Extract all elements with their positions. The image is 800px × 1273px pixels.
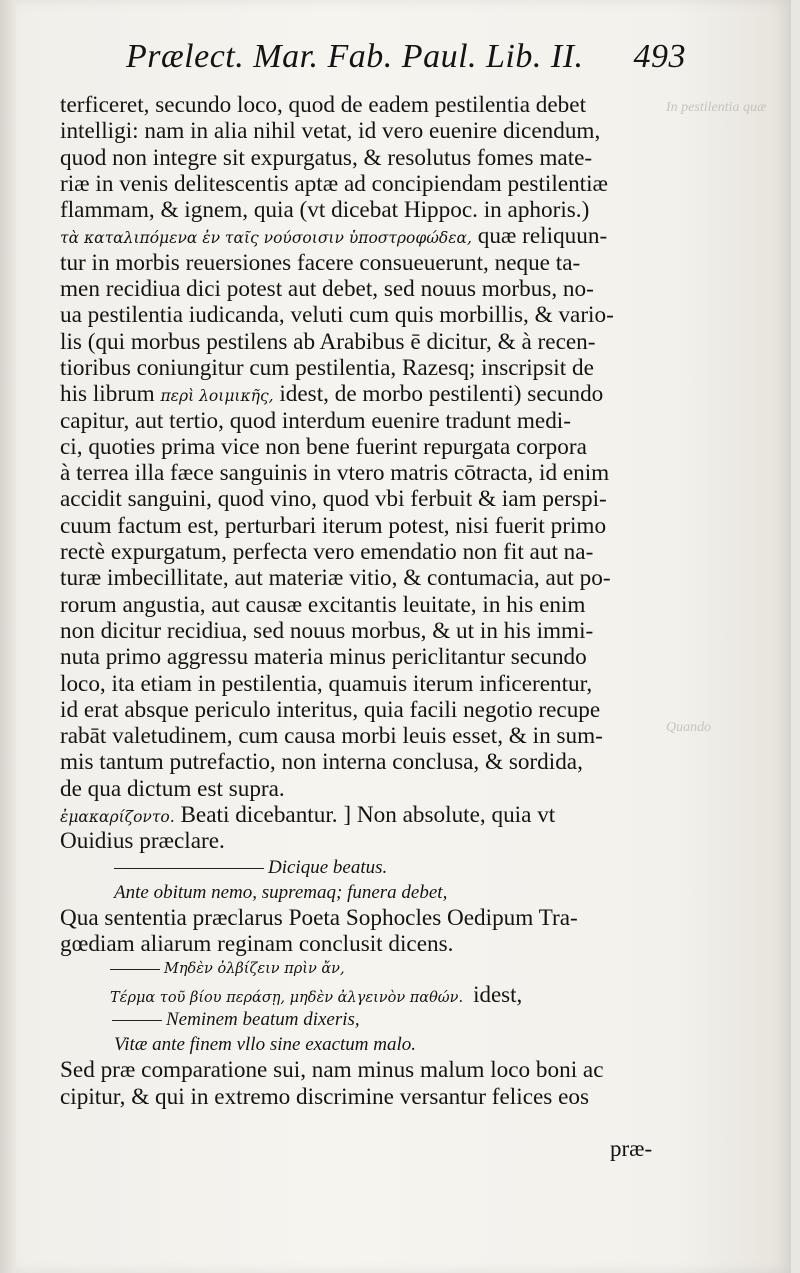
text-line: cipitur, & qui in extremo discrimine versantur felices eos — [60, 1083, 590, 1110]
text-line: à terrea illa fæce sanguinis in vtero matris cōtracta, id enim — [60, 460, 610, 487]
text-line: tur in morbis reuersiones facere consueuerunt, neque ta- — [60, 249, 581, 276]
latin-text: idest, de morbo pestilenti) secundo — [273, 381, 604, 408]
greek-title: περὶ λοιμικῆς, — [160, 387, 274, 406]
text-line: rorum angustia, aut causæ excitantis leuitate, in his enim — [60, 591, 586, 618]
text-line: riæ in venis delitescentis aptæ ad concipiendam pestilentiæ — [60, 170, 609, 197]
text-line: gœdiam aliarum reginam conclusit dicens. — [60, 930, 454, 957]
bleed-through-text: In pestilentia quæ — [666, 100, 767, 115]
running-head-title: Prælect. Mar. Fab. Paul. Lib. II. — [126, 38, 584, 75]
latin-text: quæ reliquun- — [471, 223, 608, 250]
text-line: rectè expurgatum, perfecta vero emendatio non fit aut na- — [60, 539, 594, 566]
verse-text: Neminem beatum dixeris, — [166, 1009, 360, 1031]
greek-verse-line — [60, 982, 676, 1007]
text-line: terficeret, secundo loco, quod de eadem pestilentia debet — [60, 92, 587, 118]
book-gutter — [0, 0, 16, 1273]
text-line: lis (qui morbus pestilens ab Arabibus ē dicitur, & à recen- — [60, 328, 596, 355]
text-line: Ouidius præclare. — [60, 828, 225, 855]
text-line: flammam, & ignem, quia (vt dicebat Hippoc. in aphoris.) — [60, 197, 590, 224]
greek-verse-text: Μηδὲν ὀλβίζειν πρὶν ἄν, — [164, 961, 345, 978]
verse-dash-rule — [112, 1020, 162, 1021]
text-line: turæ imbecillitate, aut materiæ vitio, & contumacia, aut po- — [60, 565, 611, 592]
latin-text: his librum — [60, 381, 161, 408]
text-line: non dicitur recidiua, sed nouus morbus, & ut in his immi- — [60, 617, 594, 644]
text-line: tioribus coniungitur cum pestilentia, Razesq; inscripsit de — [60, 354, 594, 381]
greek-verse-text: Τέρμα τοῦ βίου περάσῃ, μηδὲν ἀλγεινὸν παθών. — [110, 990, 464, 1007]
verse-line — [60, 855, 676, 880]
bleed-through-margin-mid — [666, 720, 776, 736]
lemma-latin: Beati dicebantur. ] Non absolute, quia vt — [174, 802, 556, 829]
verse-line: Vitæ ante finem vllo sine exactum malo. — [114, 1034, 416, 1056]
text-line: Qua sententia præclarus Poeta Sophocles Oedipum Tra- — [60, 904, 578, 931]
greek-quote: τὰ καταλιπόμενα ἐν ταῖς νούσοισιν ὑποστροφώδεα, — [60, 229, 472, 248]
verse-dash-rule — [110, 969, 160, 970]
greek-verse-line — [60, 957, 676, 982]
lemma-line — [60, 802, 676, 828]
text-line: Sed præ comparatione sui, nam minus malum loco boni ac — [60, 1057, 604, 1084]
verse-dash-rule — [114, 868, 264, 869]
lemma-greek: ἐμακαρίζοντο. — [60, 808, 175, 827]
text-line: quod non integre sit expurgatus, & resolutus fomes mate- — [60, 144, 593, 171]
text-line: ci, quoties prima vice non bene fuerint repurgata corpora — [60, 433, 587, 460]
text-line: ua pestilentia iudicanda, veluti cum quis morbillis, & vario- — [60, 302, 614, 329]
text-line: de qua dictum est supra. — [60, 775, 285, 802]
text-line: capitur, aut tertio, quod interdum euenire tradunt medi- — [60, 407, 571, 434]
text-line: id erat absque periculo interitus, quia facili negotio recupe — [60, 696, 601, 723]
page-number: 493 — [633, 38, 686, 75]
catchword: præ- — [610, 1136, 653, 1161]
text-line: cuum factum est, perturbari iterum potest, nisi fuerit primo — [60, 512, 607, 539]
main-text-block — [60, 92, 676, 1110]
bleed-through-text: Quando — [666, 720, 712, 735]
verse-line — [60, 1007, 676, 1032]
verse-line: Ante obitum nemo, supremaq; funera debet, — [114, 881, 448, 903]
text-line: nuta primo aggressu materia minus periclitantur secundo — [60, 644, 587, 671]
book-page — [16, 0, 791, 1273]
text-line: accidit sanguini, quod vino, quod vbi ferbuit & iam perspi- — [60, 486, 607, 513]
latin-text: idest, — [473, 982, 523, 1008]
text-line-greek-title — [60, 381, 676, 407]
running-head — [126, 38, 686, 84]
text-line: loco, ita etiam in pestilentia, quamuis iterum inficerentur, — [60, 670, 593, 697]
text-line: intelligi: nam in alia nihil vetat, id vero euenire dicendum, — [60, 118, 601, 145]
verse-text: Dicique beatus. — [268, 856, 388, 878]
text-line-greek-quote — [60, 223, 676, 249]
text-line: men recidiua dici potest aut debet, sed nouus morbus, no- — [60, 276, 594, 303]
bleed-through-margin-top — [666, 100, 776, 116]
text-line: mis tantum putrefactio, non interna conclusa, & sordida, — [60, 749, 583, 776]
text-line: rabāt valetudinem, cum causa morbi leuis esset, & in sum- — [60, 723, 603, 750]
